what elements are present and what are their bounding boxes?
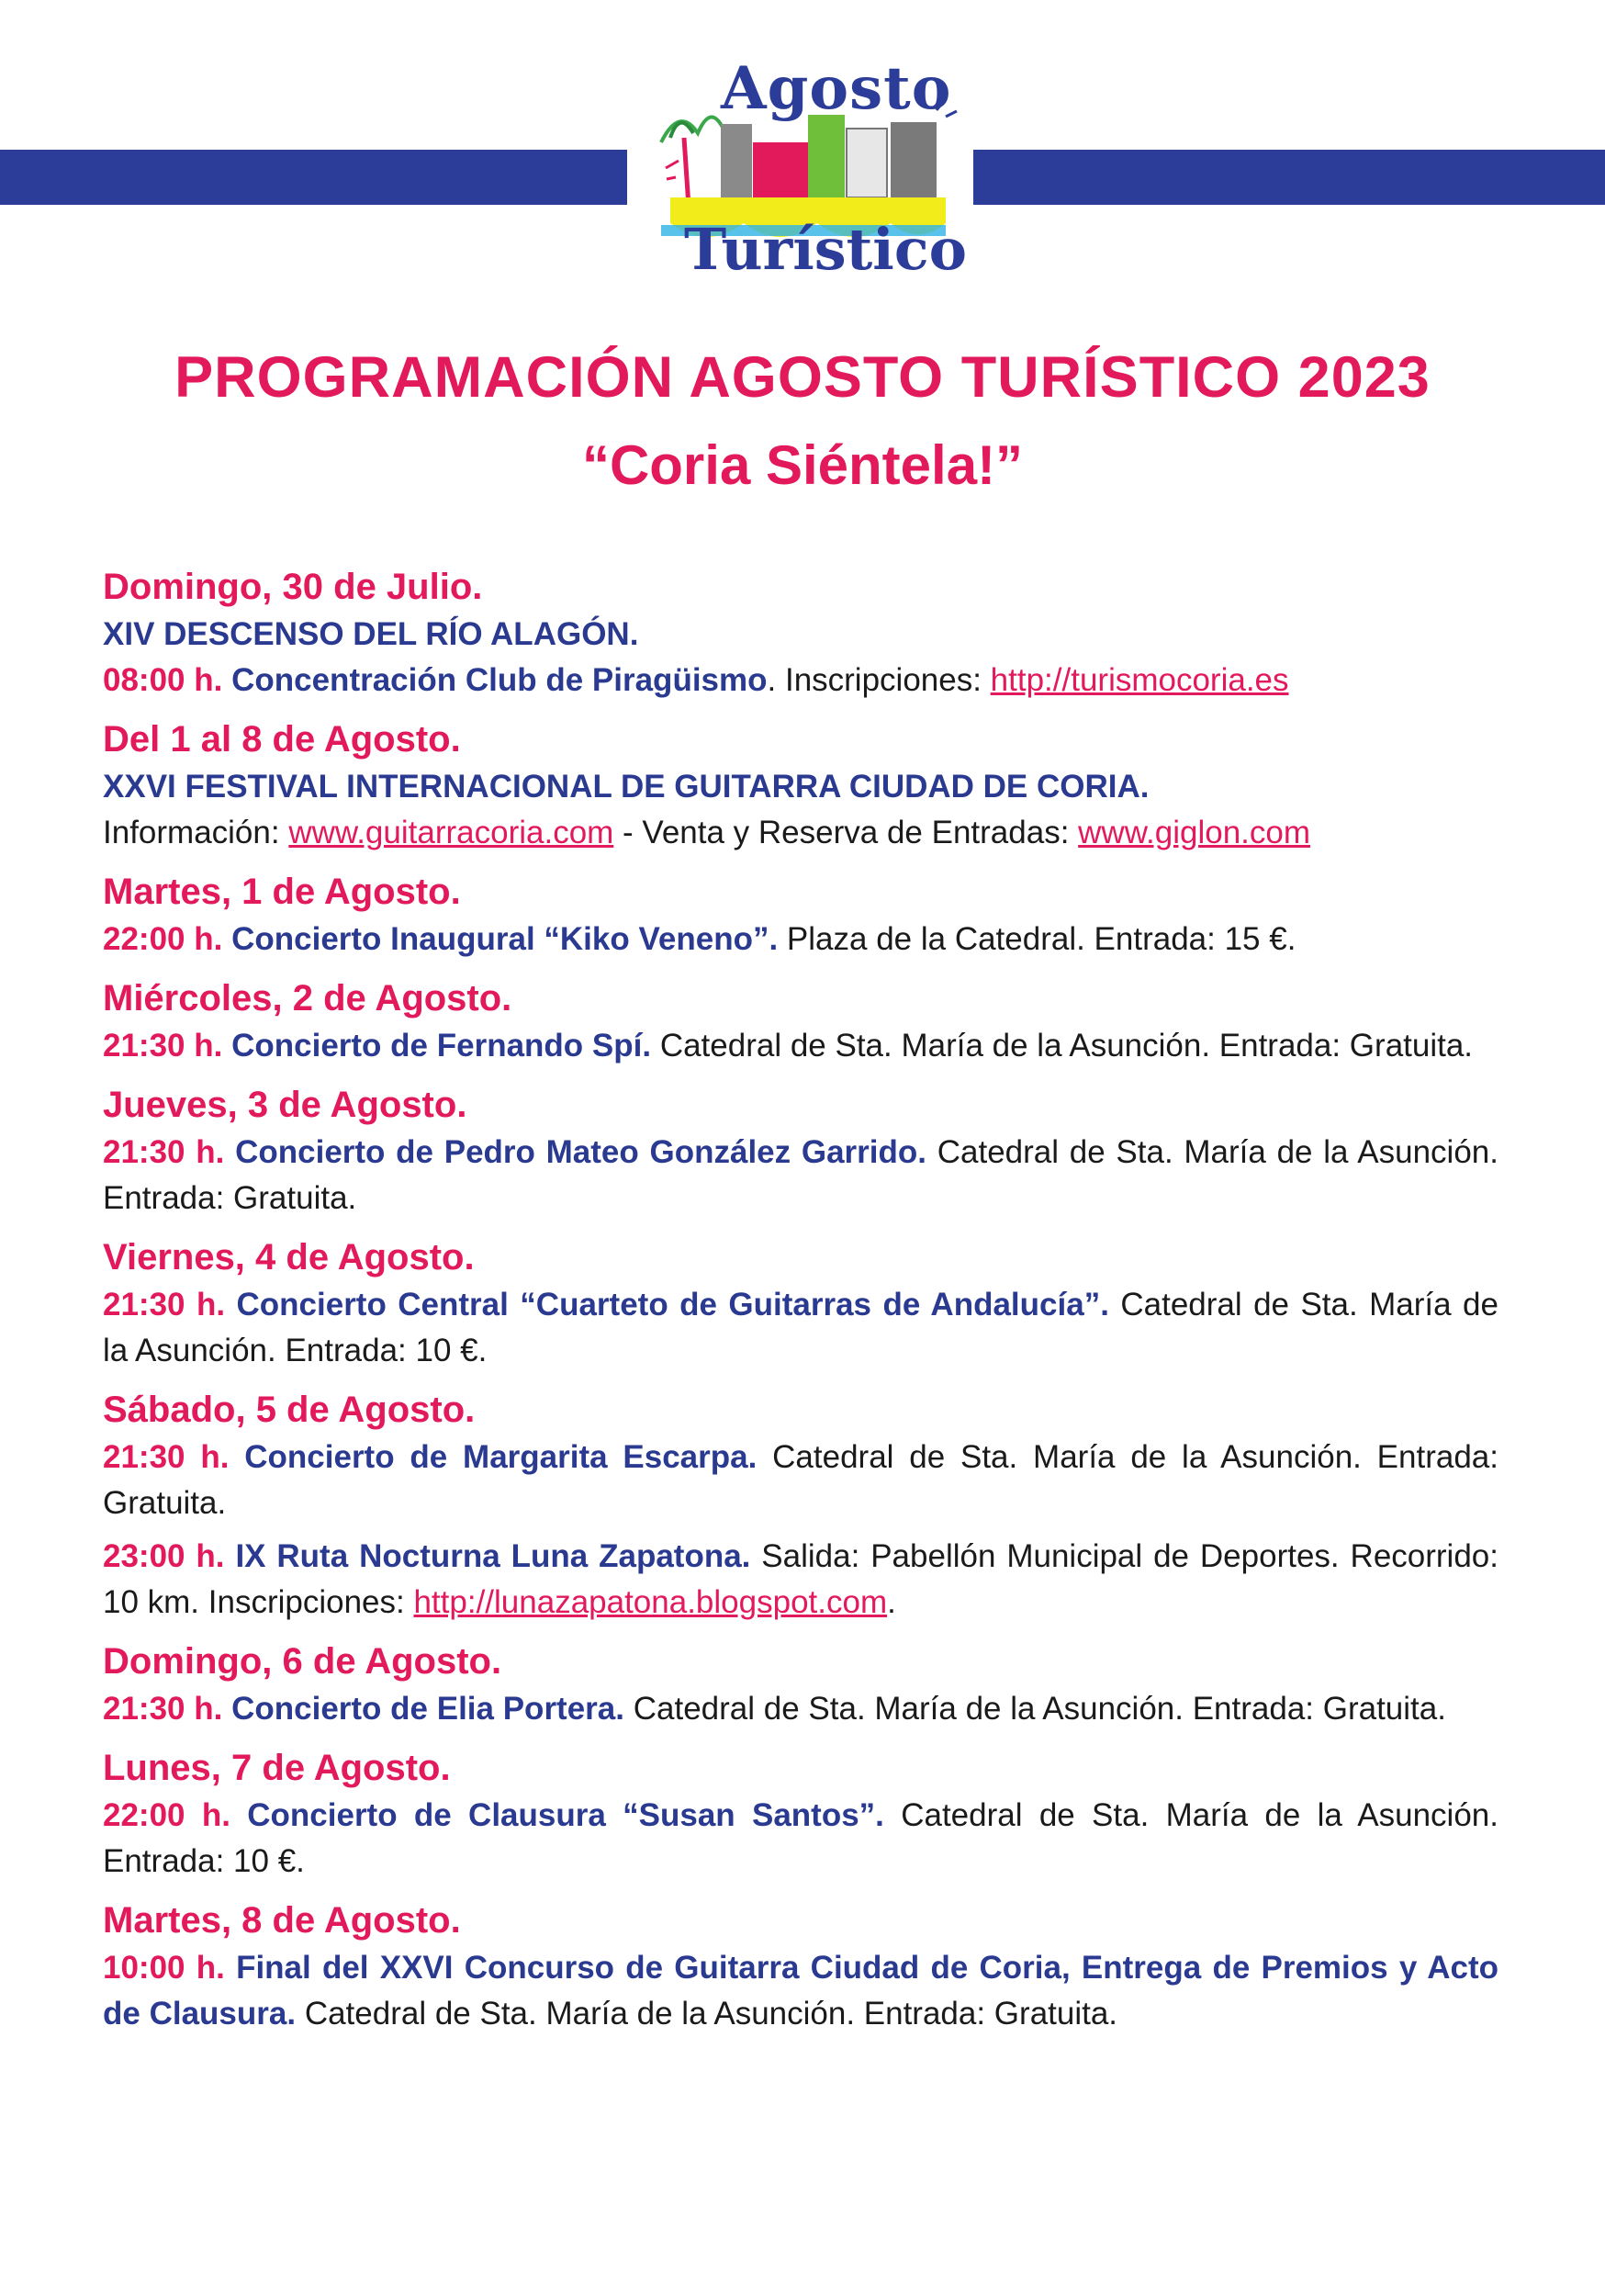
event-date: Lunes, 7 de Agosto. xyxy=(103,1748,451,1788)
event-item xyxy=(103,974,1498,1069)
logo-text-agosto: Agosto xyxy=(721,54,952,123)
event-info: . Inscripciones: xyxy=(767,662,991,698)
event-title: Final del XXVI Concurso de Guitarra Ciudad de Coria, Entrega de Premios y Acto de Clausura. xyxy=(103,1950,1498,2032)
event-time: 21:30 h. xyxy=(103,1287,226,1322)
event-heading: XXVI FESTIVAL INTERNACIONAL DE GUITARRA CIUDAD DE CORIA. xyxy=(103,769,1150,805)
event-item xyxy=(103,1637,1498,1732)
event-date: Del 1 al 8 de Agosto. xyxy=(103,719,461,760)
logo-text-turistico: Turístico xyxy=(684,216,967,283)
event-title: Concierto de Clausura “Susan Santos”. xyxy=(247,1797,884,1833)
event-info-end: . xyxy=(887,1584,896,1620)
event-info-prefix: Información: xyxy=(103,815,289,850)
event-details xyxy=(103,1686,1498,1732)
event-date: Domingo, 30 de Julio. xyxy=(103,567,483,607)
page-subtitle: “Coria Siéntela!” xyxy=(581,434,1024,496)
event-item xyxy=(103,1385,1498,1626)
event-details xyxy=(103,1130,1498,1221)
event-details xyxy=(103,1282,1498,1374)
event-details xyxy=(103,1945,1498,2037)
page-title: PROGRAMACIÓN AGOSTO TURÍSTICO 2023 xyxy=(174,345,1431,410)
event-item xyxy=(103,715,1498,856)
event-title: Concierto Inaugural “Kiko Veneno”. xyxy=(231,921,779,957)
event-date: Miércoles, 2 de Agosto. xyxy=(103,978,512,1019)
event-info: Catedral de Sta. María de la Asunción. Entrada: Gratuita. xyxy=(103,1439,1498,1521)
program-list xyxy=(103,562,1498,2048)
event-details xyxy=(103,1023,1498,1069)
event-time: 23:00 h. xyxy=(103,1538,225,1574)
event-time: 22:00 h. xyxy=(103,921,223,957)
event-title: IX Ruta Nocturna Luna Zapatona. xyxy=(235,1538,751,1574)
event-time: 22:00 h. xyxy=(103,1797,230,1833)
event-title: Concierto de Margarita Escarpa. xyxy=(244,1439,758,1475)
event-details xyxy=(103,1435,1498,1526)
event-details xyxy=(103,917,1498,962)
event-date: Viernes, 4 de Agosto. xyxy=(103,1237,475,1277)
event-item xyxy=(103,562,1498,703)
event-heading: XIV DESCENSO DEL RÍO ALAGÓN. xyxy=(103,616,639,652)
event-title: Concentración Club de Piragüismo xyxy=(231,662,768,698)
event-date: Martes, 8 de Agosto. xyxy=(103,1900,461,1941)
event-info: Catedral de Sta. María de la Asunción. Entrada: Gratuita. xyxy=(103,1134,1498,1216)
lunazapatona-link[interactable]: http://lunazapatona.blogspot.com xyxy=(413,1584,888,1620)
event-item xyxy=(103,1232,1498,1374)
event-date: Martes, 1 de Agosto. xyxy=(103,872,461,912)
event-info: Catedral de Sta. María de la Asunción. Entrada: 10 €. xyxy=(103,1797,1498,1879)
event-time: 10:00 h. xyxy=(103,1950,225,1986)
event-details xyxy=(103,1793,1498,1885)
giglon-link[interactable]: www.giglon.com xyxy=(1078,815,1311,850)
turismocoria-link[interactable]: http://turismocoria.es xyxy=(990,662,1289,698)
event-info: Catedral de Sta. María de la Asunción. Entrada: 10 €. xyxy=(103,1287,1498,1368)
event-date: Domingo, 6 de Agosto. xyxy=(103,1641,502,1682)
event-info: Catedral de Sta. María de la Asunción. Entrada: Gratuita. xyxy=(633,1691,1446,1727)
event-details xyxy=(103,810,1498,856)
event-time: 08:00 h. xyxy=(103,662,223,698)
event-item xyxy=(103,867,1498,962)
event-title: Concierto de Pedro Mateo González Garrido. xyxy=(235,1134,926,1170)
event-date: Jueves, 3 de Agosto. xyxy=(103,1085,467,1125)
event-item xyxy=(103,1743,1498,1885)
event-title: Concierto de Elia Portera. xyxy=(231,1691,624,1727)
event-item xyxy=(103,1080,1498,1221)
event-time: 21:30 h. xyxy=(103,1439,230,1475)
event-info: Catedral de Sta. María de la Asunción. Entrada: Gratuita. xyxy=(304,1996,1118,2032)
event-details-second xyxy=(103,1534,1498,1626)
event-info: Plaza de la Catedral. Entrada: 15 €. xyxy=(786,921,1296,957)
event-info: Catedral de Sta. María de la Asunción. Entrada: Gratuita. xyxy=(659,1028,1474,1064)
event-time: 21:30 h. xyxy=(103,1134,225,1170)
event-details xyxy=(103,658,1498,703)
event-title: Concierto Central “Cuarteto de Guitarras de Andalucía”. xyxy=(236,1287,1109,1322)
agosto-turistico-logo xyxy=(634,54,973,289)
event-title: Concierto de Fernando Spí. xyxy=(231,1028,652,1064)
header-band-right xyxy=(973,150,1605,205)
event-date: Sábado, 5 de Agosto. xyxy=(103,1390,476,1430)
event-info: Salida: Pabellón Municipal de Deportes. Recorrido: 10 km. Inscripciones: xyxy=(103,1538,1498,1620)
event-item xyxy=(103,1896,1498,2037)
event-time: 21:30 h. xyxy=(103,1028,223,1064)
header-band-left xyxy=(0,150,627,205)
event-time: 21:30 h. xyxy=(103,1691,223,1727)
guitarracoria-link[interactable]: www.guitarracoria.com xyxy=(288,815,614,850)
event-info-middle: - Venta y Reserva de Entradas: xyxy=(613,815,1079,850)
